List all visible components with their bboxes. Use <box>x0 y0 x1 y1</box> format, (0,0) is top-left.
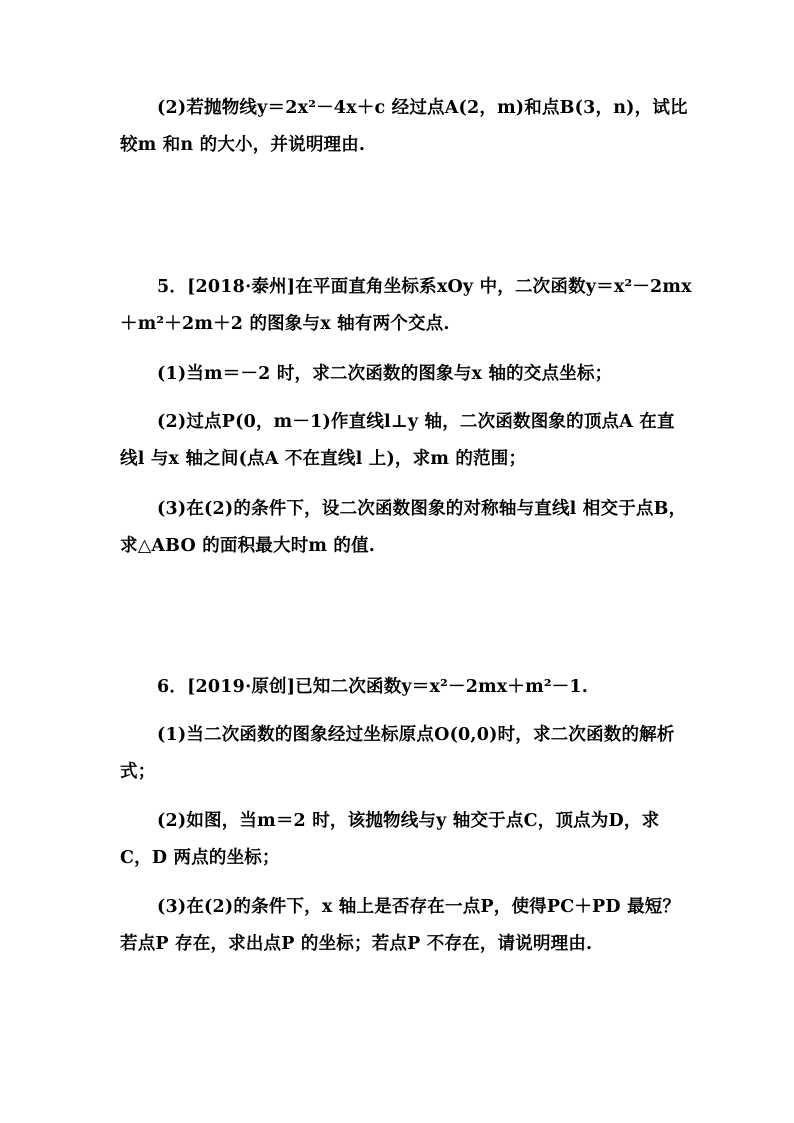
problem6-part3-line2: 若点P 存在，求出点P 的坐标；若点P 不存在，请说明理由. <box>120 934 593 954</box>
problem5-stem-line1: 5．[2018·泰州]在平面直角坐标系xOy 中，二次函数y＝x²－2mx <box>157 277 692 297</box>
problem6-part2-line1: (2)如图，当m＝2 时，该抛物线与y 轴交于点C，顶点为D，求 <box>157 811 660 831</box>
problem6-part1-line1: (1)当二次函数的图象经过坐标原点O(0,0)时，求二次函数的解析 <box>157 725 675 745</box>
problem5-part2-line2: 线l 与x 轴之间(点A 不在直线l 上)，求m 的范围； <box>120 449 527 469</box>
problem6-part2-line2: C，D 两点的坐标； <box>120 848 280 868</box>
problem4-part2-line2: 较m 和n 的大小，并说明理由. <box>120 135 366 155</box>
problem5-part3-line2: 求△ABO 的面积最大时m 的值. <box>120 536 376 556</box>
problem6-stem: 6．[2019·原创]已知二次函数y＝x²－2mx＋m²－1. <box>157 677 589 697</box>
problem4-part2-line1: (2)若抛物线y＝2x²－4x＋c 经过点A(2，m)和点B(3，n)，试比 <box>157 98 688 118</box>
problem6-part3-line1: (3)在(2)的条件下，x 轴上是否存在一点P，使得PC＋PD 最短？ <box>157 897 681 917</box>
problem6-part1-line2: 式； <box>120 762 156 782</box>
problem5-part3-line1: (3)在(2)的条件下，设二次函数图象的对称轴与直线l 相交于点B， <box>157 499 687 519</box>
problem5-part1: (1)当m＝－2 时，求二次函数的图象与x 轴的交点坐标； <box>157 364 613 384</box>
problem5-part2-line1: (2)过点P(0，m－1)作直线l⊥y 轴，二次函数图象的顶点A 在直 <box>157 412 675 432</box>
problem5-stem-line2: ＋m²＋2m＋2 的图象与x 轴有两个交点. <box>120 314 450 334</box>
